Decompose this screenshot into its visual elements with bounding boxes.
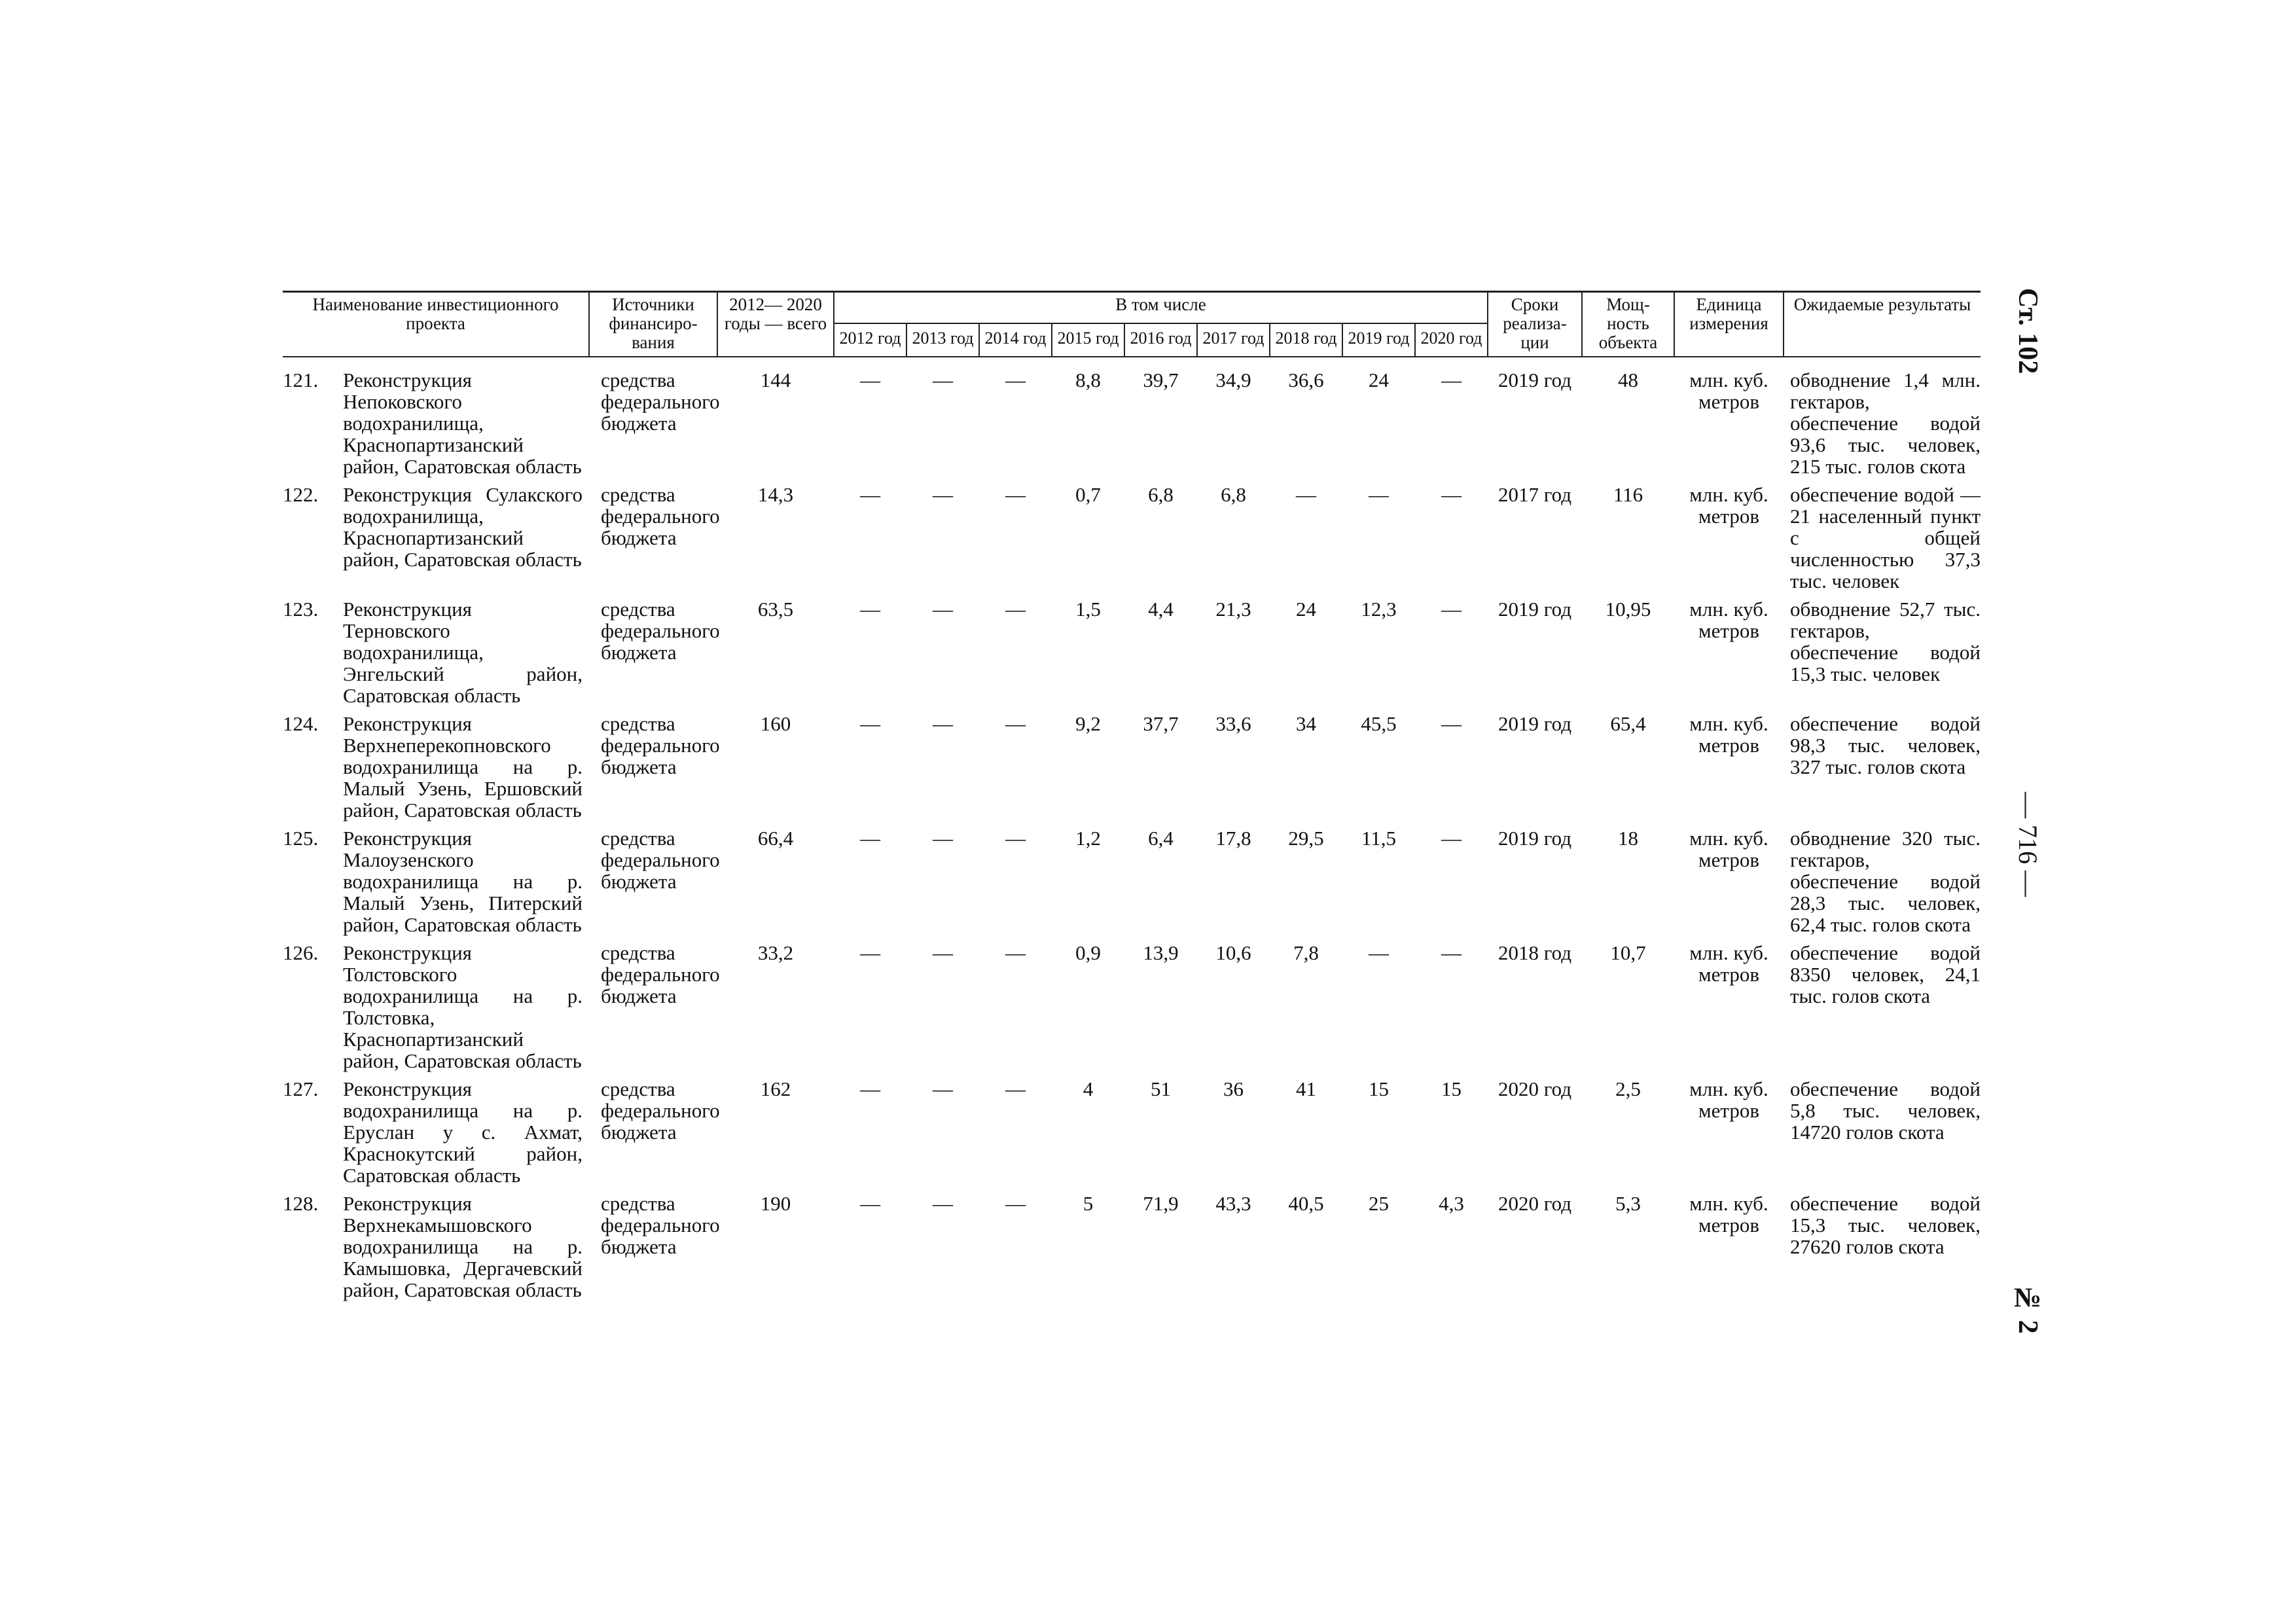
year-amount: — [1441,483,1462,506]
year-amount: 4,4 [1148,598,1174,621]
project-name: Реконструкция Верхнеперекопновского водохранилища на р. Малый Узень, Ершовский район, Саратовская область [343,712,583,821]
header-year: 2014 год [979,323,1052,357]
year-amount: 12,3 [1361,598,1397,621]
year-amount: — [1005,827,1026,850]
header-results: Ожидаемые результаты [1784,292,1981,357]
header-including: В том числе [834,292,1488,323]
year-amount: — [1441,369,1462,391]
year-amount: 29,5 [1288,827,1324,850]
header-year: 2019 год [1342,323,1415,357]
funding-source: средства федерального бюджета [601,598,720,664]
year-amount: 1,5 [1075,598,1101,621]
project-name: Реконструкция Малоузенского водохранилища на р. Малый Узень, Питерский район, Саратовская область [343,827,583,936]
year-amount: 8,8 [1075,369,1101,391]
header-year: 2013 год [906,323,979,357]
project-number: 126. [283,941,319,964]
project-name-cell [283,1193,589,1307]
measurement-unit: млн. куб. метров [1689,941,1768,986]
year-amount: 7,8 [1293,941,1319,964]
total-amount: 33,2 [757,941,794,964]
total-amount: 190 [760,1192,791,1215]
year-amount: 0,9 [1075,941,1101,964]
year-amount: — [1296,483,1316,506]
project-name-cell [283,598,589,713]
object-capacity: 10,7 [1610,941,1646,964]
expected-results: обводнение 320 тыс. гектаров, обеспечение водой 28,3 тыс. человек, 62,4 тыс. голов скота [1790,827,1981,936]
table-row [283,827,1981,942]
year-amount: — [1369,941,1389,964]
header-total: 2012— 2020 годы — всего [717,292,834,357]
measurement-unit: млн. куб. метров [1689,1192,1768,1236]
year-amount: — [860,1077,880,1100]
project-name: Реконструкция Непоковского водохранилища, Краснопартизанский район, Саратовская область [343,369,582,478]
project-name: Реконструкция Верхнекамышовского водохранилища на р. Камышовка, Дергачевский район, Саратовская область [343,1192,583,1301]
project-name-cell [283,827,589,942]
project-number: 122. [283,483,319,506]
table-row [283,1078,1981,1193]
table-row [283,357,1981,484]
expected-results: обеспечение водой 15,3 тыс. человек, 27620 голов скота [1790,1192,1981,1258]
year-amount: 13,9 [1143,941,1179,964]
project-name-cell [283,484,589,598]
total-amount: 162 [760,1077,791,1100]
funding-source: средства федерального бюджета [601,1192,720,1258]
year-amount: — [860,369,880,391]
measurement-unit: млн. куб. метров [1689,712,1768,757]
total-amount: 144 [760,369,791,391]
year-amount: 4 [1083,1077,1094,1100]
project-number: 121. [283,369,319,391]
issue-number: № 2 [2013,1283,2043,1334]
table-row [283,713,1981,827]
right-margin [1991,288,2043,1348]
year-amount: 24 [1296,598,1316,621]
year-amount: 33,6 [1215,712,1251,735]
implementation-term: 2018 год [1498,941,1572,964]
implementation-term: 2019 год [1498,827,1572,850]
year-amount: — [1441,598,1462,621]
year-amount: 24 [1369,369,1389,391]
table-body [283,357,1981,1307]
year-amount: 17,8 [1215,827,1251,850]
expected-results: обводнение 52,7 тыс. гектаров, обеспечение водой 15,3 тыс. человек [1790,598,1981,685]
project-name: Реконструкция Толстовского водохранилища на р. Толстовка, Краснопартизанский район, Саратовская область [343,941,583,1072]
year-amount: — [1005,941,1026,964]
year-amount: 34 [1296,712,1316,735]
year-amount: — [933,369,953,391]
project-number: 124. [283,712,319,735]
table-row [283,1193,1981,1307]
expected-results: обеспечение водой 98,3 тыс. человек, 327 тыс. голов скота [1790,712,1981,778]
year-amount: — [1369,483,1389,506]
year-amount: — [860,941,880,964]
object-capacity: 2,5 [1615,1077,1641,1100]
implementation-term: 2019 год [1498,712,1572,735]
object-capacity: 48 [1618,369,1638,391]
year-amount: 39,7 [1143,369,1179,391]
project-number: 127. [283,1077,319,1100]
year-amount: 51 [1151,1077,1171,1100]
year-amount: — [860,598,880,621]
project-name-cell [283,942,589,1078]
funding-source: средства федерального бюджета [601,1077,720,1144]
project-name-cell [283,1078,589,1193]
year-amount: 43,3 [1215,1192,1251,1215]
project-name: Реконструкция Терновского водохранилища, Энгельский район, Саратовская область [343,598,583,707]
year-amount: — [933,712,953,735]
year-amount: — [1005,1192,1026,1215]
funding-source: средства федерального бюджета [601,941,720,1007]
header-sources: Источники финансиро-вания [589,292,717,357]
year-amount: 11,5 [1361,827,1397,850]
year-amount: — [860,483,880,506]
project-number: 125. [283,827,319,850]
total-amount: 14,3 [757,483,794,506]
year-amount: — [1005,1077,1026,1100]
table-header [283,292,1981,357]
year-amount: 36,6 [1288,369,1324,391]
table-row [283,598,1981,713]
year-amount: 15 [1369,1077,1389,1100]
page-reference: Ст. 102 [2013,288,2043,374]
header-name: Наименование инвестиционного проекта [283,292,589,357]
year-amount: — [1441,712,1462,735]
project-number: 128. [283,1192,319,1215]
year-amount: — [860,827,880,850]
total-amount: 63,5 [757,598,794,621]
year-amount: — [933,598,953,621]
year-amount: 37,7 [1143,712,1179,735]
year-amount: 34,9 [1215,369,1251,391]
year-amount: 10,6 [1215,941,1251,964]
year-amount: 6,8 [1148,483,1174,506]
year-amount: — [1441,941,1462,964]
object-capacity: 10,95 [1605,598,1651,621]
expected-results: обводнение 1,4 млн. гектаров, обеспечение водой 93,6 тыс. человек, 215 тыс. голов скота [1790,369,1981,478]
implementation-term: 2020 год [1498,1192,1572,1215]
header-year: 2016 год [1124,323,1197,357]
year-amount: 5 [1083,1192,1094,1215]
header-capacity: Мощ-ность объекта [1582,292,1674,357]
header-year: 2012 год [834,323,906,357]
year-amount: 0,7 [1075,483,1101,506]
object-capacity: 5,3 [1615,1192,1641,1215]
measurement-unit: млн. куб. метров [1689,598,1768,642]
implementation-term: 2017 год [1498,483,1572,506]
year-amount: — [933,827,953,850]
expected-results: обеспечение водой 5,8 тыс. человек, 14720 голов скота [1790,1077,1981,1144]
object-capacity: 18 [1618,827,1638,850]
year-amount: 45,5 [1361,712,1397,735]
funding-source: средства федерального бюджета [601,369,720,435]
year-amount: — [1441,827,1462,850]
project-name-cell [283,713,589,827]
year-amount: — [1005,598,1026,621]
year-amount: — [860,712,880,735]
measurement-unit: млн. куб. метров [1689,369,1768,413]
project-number: 123. [283,598,319,621]
year-amount: 6,8 [1221,483,1246,506]
year-amount: — [933,1077,953,1100]
header-terms: Сроки реализа-ции [1488,292,1582,357]
year-amount: — [1005,369,1026,391]
year-amount: — [933,483,953,506]
header-year: 2018 год [1270,323,1342,357]
funding-source: средства федерального бюджета [601,712,720,778]
page-number: — 716 — [2013,792,2043,897]
implementation-term: 2020 год [1498,1077,1572,1100]
year-amount: 4,3 [1439,1192,1464,1215]
table-row [283,942,1981,1078]
year-amount: 1,2 [1075,827,1101,850]
measurement-unit: млн. куб. метров [1689,1077,1768,1122]
project-name: Реконструкция Сулакского водохранилища, Краснопартизанский район, Саратовская область [343,483,583,571]
expected-results: обеспечение водой 8350 человек, 24,1 тыс. голов скота [1790,941,1981,1007]
year-amount: — [1005,712,1026,735]
total-amount: 66,4 [757,827,794,850]
project-name: Реконструкция водохранилища на р. Еруслан у с. Ахмат, Краснокутский район, Саратовская область [343,1077,583,1187]
year-amount: 36 [1223,1077,1244,1100]
investment-projects-table [283,291,1981,1307]
project-name-cell [283,357,589,484]
measurement-unit: млн. куб. метров [1689,827,1768,871]
header-year: 2017 год [1197,323,1270,357]
implementation-term: 2019 год [1498,598,1572,621]
year-amount: 41 [1296,1077,1316,1100]
year-amount: 21,3 [1215,598,1251,621]
year-amount: 9,2 [1075,712,1101,735]
year-amount: 15 [1441,1077,1462,1100]
year-amount: 25 [1369,1192,1389,1215]
year-amount: — [933,1192,953,1215]
year-amount: 71,9 [1143,1192,1179,1215]
year-amount: 40,5 [1288,1192,1324,1215]
expected-results: обеспечение водой — 21 населенный пункт с общей численностью 37,3 тыс. человек [1790,483,1981,592]
year-amount: 6,4 [1148,827,1174,850]
year-amount: — [860,1192,880,1215]
implementation-term: 2019 год [1498,369,1572,391]
header-unit: Единица измерения [1674,292,1784,357]
measurement-unit: млн. куб. метров [1689,483,1768,528]
object-capacity: 65,4 [1610,712,1646,735]
header-year: 2020 год [1415,323,1488,357]
year-amount: — [933,941,953,964]
header-year: 2015 год [1052,323,1124,357]
year-amount: — [1005,483,1026,506]
funding-source: средства федерального бюджета [601,483,720,549]
table-row [283,484,1981,598]
object-capacity: 116 [1613,483,1643,506]
total-amount: 160 [760,712,791,735]
funding-source: средства федерального бюджета [601,827,720,893]
